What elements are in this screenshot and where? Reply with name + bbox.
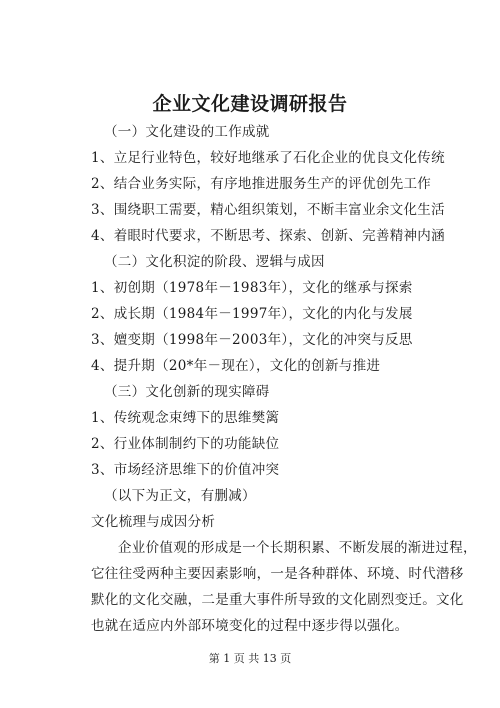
paragraph-line: 企业价值观的形成是一个长期积累、不断发展的渐进过程， xyxy=(118,540,477,556)
body-line: 2、成长期（1984年－1997年），文化的内化与发展 xyxy=(91,306,413,322)
body-line: 1、传统观念束缚下的思维樊篱 xyxy=(91,410,280,426)
body-line: 4、着眼时代要求，不断思考、探索、创新、完善精神内涵 xyxy=(91,228,445,244)
body-line: 3、围绕职工需要，精心组织策划，不断丰富业余文化生活 xyxy=(91,202,445,218)
body-line: 3、市场经济思维下的价值冲突 xyxy=(91,462,280,478)
body-line: 2、行业体制制约下的功能缺位 xyxy=(91,436,280,452)
editor-note: （以下为正文，有删减） xyxy=(104,488,256,504)
body-line: 1、立足行业特色，较好地继承了石化企业的优良文化传统 xyxy=(91,150,445,166)
body-line: 3、嬗变期（1998年－2003年），文化的冲突与反思 xyxy=(91,332,413,348)
section-heading-3: （三）文化创新的现实障碍 xyxy=(104,384,270,400)
body-line: 1、初创期（1978年－1983年），文化的继承与探索 xyxy=(91,280,413,296)
paragraph-line: 默化的文化交融，二是重大事件所导致的文化剧烈变迁。文化 xyxy=(91,592,464,608)
subsection-heading: 文化梳理与成因分析 xyxy=(91,514,216,530)
paragraph-line: 也就在适应内外部环境变化的过程中逐步得以强化。 xyxy=(91,618,409,634)
document-title: 企业文化建设调研报告 xyxy=(152,93,348,115)
body-line: 4、提升期（20*年－现在），文化的创新与推进 xyxy=(91,358,381,374)
section-heading-1: （一）文化建设的工作成就 xyxy=(104,124,270,140)
paragraph-line: 它往往受两种主要因素影响，一是各种群体、环境、时代潜移 xyxy=(91,566,464,582)
page-number: 第 1 页 共 13 页 xyxy=(208,652,292,665)
body-line: 2、结合业务实际，有序地推进服务生产的评优创先工作 xyxy=(91,176,432,192)
section-heading-2: （二）文化积淀的阶段、逻辑与成因 xyxy=(104,254,325,270)
